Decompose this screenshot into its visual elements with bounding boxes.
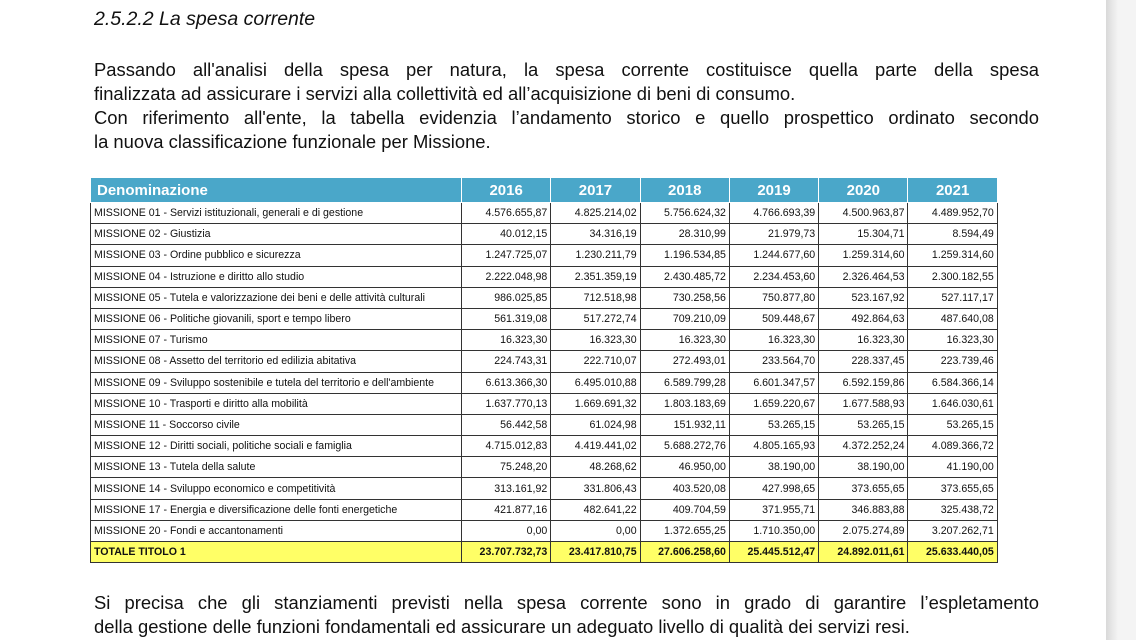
cell-amount: 41.190,00 [908,457,997,478]
header-year: 2017 [551,178,640,203]
cell-amount: 1.637.770,13 [462,393,551,414]
table-row [91,245,998,266]
cell-amount: 1.372.655,25 [640,520,729,541]
cell-amount: 223.739,46 [908,351,997,372]
cell-amount: 151.932,11 [640,414,729,435]
cell-amount: 2.222.048,98 [462,266,551,287]
table-row [91,308,998,329]
cell-amount: 371.955,71 [729,499,818,520]
closing-line-1: Si precisa che gli stanziamenti previsti nella spesa corrente sono in grado di garantire l’espletamento [94,592,1039,613]
cell-amount: 38.190,00 [819,457,908,478]
cell-amount: 34.316,19 [551,224,640,245]
table-row [91,330,998,351]
header-denominazione: Denominazione [91,178,462,203]
cell-amount: 427.998,65 [729,478,818,499]
cell-amount: 24.892.011,61 [819,542,908,563]
header-year: 2020 [819,178,908,203]
cell-amount: 4.715.012,83 [462,436,551,457]
cell-denominazione: MISSIONE 03 - Ordine pubblico e sicurezza [91,245,462,266]
cell-amount: 38.190,00 [729,457,818,478]
table-row [91,266,998,287]
cell-amount: 6.613.366,30 [462,372,551,393]
cell-denominazione: MISSIONE 09 - Sviluppo sostenibile e tutela del territorio e dell'ambiente [91,372,462,393]
cell-amount: 492.864,63 [819,308,908,329]
cell-denominazione: MISSIONE 02 - Giustizia [91,224,462,245]
cell-amount: 16.323,30 [462,330,551,351]
table-row [91,393,998,414]
cell-amount: 3.207.262,71 [908,520,997,541]
table-row [91,478,998,499]
cell-amount: 75.248,20 [462,457,551,478]
cell-amount: 730.258,56 [640,287,729,308]
cell-amount: 16.323,30 [551,330,640,351]
cell-amount: 403.520,08 [640,478,729,499]
cell-amount: 2.075.274,89 [819,520,908,541]
cell-amount: 487.640,08 [908,308,997,329]
section-heading: 2.5.2.2 La spesa corrente [94,8,316,30]
cell-amount: 482.641,22 [551,499,640,520]
cell-denominazione: MISSIONE 01 - Servizi istituzionali, generali e di gestione [91,203,462,224]
cell-denominazione: MISSIONE 08 - Assetto del territorio ed edilizia abitativa [91,351,462,372]
cell-amount: 1.196.534,85 [640,245,729,266]
cell-amount: 4.766.693,39 [729,203,818,224]
cell-amount: 5.756.624,32 [640,203,729,224]
intro-line-1: Passando all'analisi della spesa per natura, la spesa corrente costituisce quella parte della spesa [94,59,1039,80]
cell-amount: 1.259.314,60 [819,245,908,266]
cell-amount: 523.167,92 [819,287,908,308]
spending-table [90,177,998,563]
table-row [91,203,998,224]
cell-denominazione: MISSIONE 14 - Sviluppo economico e competitività [91,478,462,499]
cell-amount: 986.025,85 [462,287,551,308]
cell-amount: 4.489.952,70 [908,203,997,224]
cell-amount: 56.442,58 [462,414,551,435]
cell-denominazione: MISSIONE 11 - Soccorso civile [91,414,462,435]
header-year: 2018 [640,178,729,203]
cell-denominazione: MISSIONE 05 - Tutela e valorizzazione dei beni e delle attività culturali [91,287,462,308]
cell-denominazione: MISSIONE 07 - Turismo [91,330,462,351]
cell-amount: 16.323,30 [908,330,997,351]
cell-amount: 2.430.485,72 [640,266,729,287]
cell-amount: 4.419.441,02 [551,436,640,457]
cell-amount: 46.950,00 [640,457,729,478]
closing-line-2: della gestione delle funzioni fondamentali ed assicurare un adeguato livello di qualità dei servizi resi. [94,616,910,637]
cell-amount: 1.710.350,00 [729,520,818,541]
cell-denominazione: MISSIONE 10 - Trasporti e diritto alla mobilità [91,393,462,414]
cell-amount: 224.743,31 [462,351,551,372]
cell-amount: 4.500.963,87 [819,203,908,224]
intro-paragraph-2 [94,106,1039,154]
cell-amount: 27.606.258,60 [640,542,729,563]
cell-amount: 6.592.159,86 [819,372,908,393]
cell-denominazione: MISSIONE 12 - Diritti sociali, politiche sociali e famiglia [91,436,462,457]
cell-amount: 4.825.214,02 [551,203,640,224]
table-row [91,499,998,520]
cell-amount: 2.234.453,60 [729,266,818,287]
cell-amount: 1.659.220,67 [729,393,818,414]
cell-amount: 2.326.464,53 [819,266,908,287]
cell-amount: 222.710,07 [551,351,640,372]
cell-amount: 373.655,65 [819,478,908,499]
cell-amount: 712.518,98 [551,287,640,308]
cell-amount: 4.576.655,87 [462,203,551,224]
cell-amount: 23.417.810,75 [551,542,640,563]
total-row [91,542,998,563]
cell-amount: 1.646.030,61 [908,393,997,414]
cell-amount: 16.323,30 [819,330,908,351]
page-edge [1106,0,1136,640]
table-row [91,436,998,457]
intro-line-3: Con riferimento all'ente, la tabella evidenzia l’andamento storico e quello prospettico ordinato secondo [94,107,1039,128]
cell-amount: 421.877,16 [462,499,551,520]
cell-amount: 750.877,80 [729,287,818,308]
cell-amount: 6.584.366,14 [908,372,997,393]
cell-amount: 28.310,99 [640,224,729,245]
cell-denominazione: MISSIONE 04 - Istruzione e diritto allo studio [91,266,462,287]
cell-amount: 6.495.010,88 [551,372,640,393]
intro-line-2: finalizzata ad assicurare i servizi alla collettività ed all’acquisizione di beni di consumo. [94,83,796,104]
cell-amount: 233.564,70 [729,351,818,372]
cell-amount: 409.704,59 [640,499,729,520]
cell-amount: 53.265,15 [908,414,997,435]
cell-denominazione: MISSIONE 20 - Fondi e accantonamenti [91,520,462,541]
cell-amount: 21.979,73 [729,224,818,245]
cell-amount: 4.372.252,24 [819,436,908,457]
cell-amount: 16.323,30 [729,330,818,351]
cell-amount: 331.806,43 [551,478,640,499]
cell-denominazione: MISSIONE 13 - Tutela della salute [91,457,462,478]
cell-amount: 561.319,08 [462,308,551,329]
cell-amount: 2.351.359,19 [551,266,640,287]
cell-amount: 709.210,09 [640,308,729,329]
cell-amount: 2.300.182,55 [908,266,997,287]
cell-amount: 313.161,92 [462,478,551,499]
intro-paragraph-1 [94,58,1039,106]
closing-paragraph [94,591,1039,639]
cell-amount: 23.707.732,73 [462,542,551,563]
cell-amount: 1.244.677,60 [729,245,818,266]
cell-amount: 272.493,01 [640,351,729,372]
cell-amount: 6.589.799,28 [640,372,729,393]
table-row [91,224,998,245]
cell-denominazione: MISSIONE 17 - Energia e diversificazione delle fonti energetiche [91,499,462,520]
cell-amount: 373.655,65 [908,478,997,499]
table-row [91,372,998,393]
cell-amount: 1.677.588,93 [819,393,908,414]
header-year: 2016 [462,178,551,203]
cell-amount: 61.024,98 [551,414,640,435]
cell-amount: 53.265,15 [819,414,908,435]
cell-amount: 1.803.183,69 [640,393,729,414]
table-row [91,457,998,478]
cell-amount: 346.883,88 [819,499,908,520]
header-year: 2021 [908,178,997,203]
cell-amount: 5.688.272,76 [640,436,729,457]
cell-denominazione: MISSIONE 06 - Politiche giovanili, sport e tempo libero [91,308,462,329]
cell-amount: 16.323,30 [640,330,729,351]
cell-amount: 40.012,15 [462,224,551,245]
table-header-row [91,178,998,203]
table-row [91,520,998,541]
cell-amount: 1.669.691,32 [551,393,640,414]
cell-amount: 53.265,15 [729,414,818,435]
cell-amount: 4.089.366,72 [908,436,997,457]
cell-amount: 325.438,72 [908,499,997,520]
cell-amount: 527.117,17 [908,287,997,308]
cell-amount: 8.594,49 [908,224,997,245]
table-row [91,351,998,372]
cell-amount: 0,00 [551,520,640,541]
cell-amount: 1.259.314,60 [908,245,997,266]
cell-amount: 1.230.211,79 [551,245,640,266]
cell-amount: 228.337,45 [819,351,908,372]
table-row [91,287,998,308]
intro-line-4: la nuova classificazione funzionale per Missione. [94,131,491,152]
cell-amount: 509.448,67 [729,308,818,329]
cell-amount: 517.272,74 [551,308,640,329]
cell-denominazione: TOTALE TITOLO 1 [91,542,462,563]
cell-amount: 48.268,62 [551,457,640,478]
cell-amount: 25.633.440,05 [908,542,997,563]
header-year: 2019 [729,178,818,203]
table-row [91,414,998,435]
cell-amount: 6.601.347,57 [729,372,818,393]
cell-amount: 4.805.165,93 [729,436,818,457]
cell-amount: 0,00 [462,520,551,541]
cell-amount: 25.445.512,47 [729,542,818,563]
cell-amount: 15.304,71 [819,224,908,245]
cell-amount: 1.247.725,07 [462,245,551,266]
